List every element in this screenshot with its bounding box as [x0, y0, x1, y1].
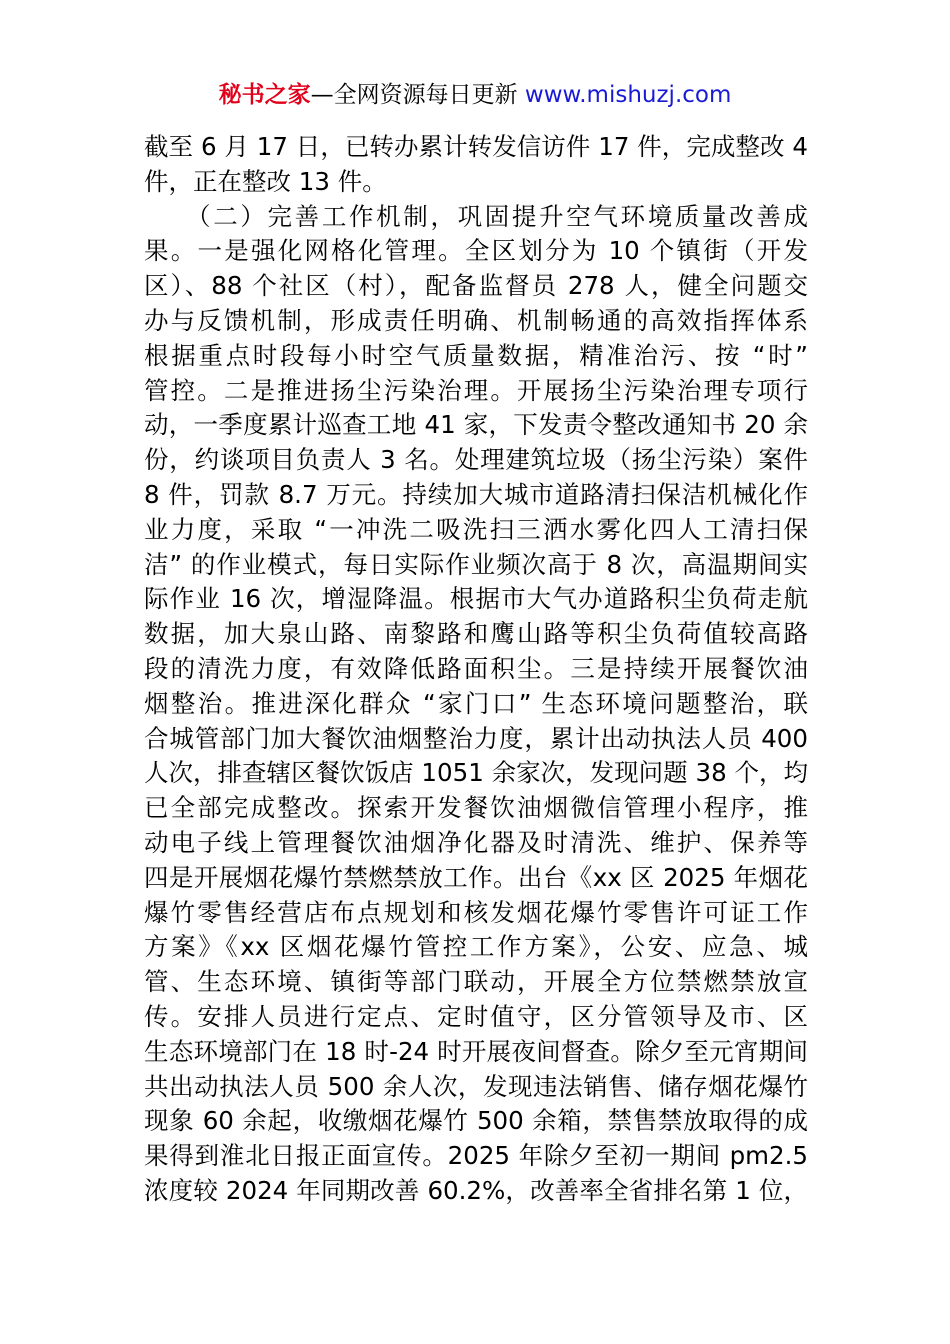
text-line: 件，正在整改 13 件。 [144, 166, 387, 196]
text-line: 传。安排人员进行定点、定时值守，区分管领导及市、区 [144, 1001, 808, 1031]
text-line: 管、生态环境、镇街等部门联动，开展全方位禁燃禁放宣 [144, 967, 808, 997]
text-line: 办与反馈机制，形成责任明确、机制畅通的高效指挥体系 [144, 305, 808, 335]
header-tagline: —全网资源每日更新 [310, 82, 525, 108]
text-line: 动电子线上管理餐饮油烟净化器及时清洗、维护、保养等 [144, 827, 808, 857]
text-line: 数据，加大泉山路、南黎路和鹰山路等积尘负荷值较高路 [144, 619, 808, 649]
text-line: 业力度，采取 “一冲洗二吸洗扫三洒水雾化四人工清扫保 [144, 514, 808, 544]
document-body [144, 130, 808, 1209]
text-line: 生态环境部门在 18 时-24 时开展夜间督查。除夕至元宵期间 [144, 1036, 808, 1066]
site-header [0, 78, 950, 112]
text-line: 现象 60 余起，收缴烟花爆竹 500 余箱，禁售禁放取得的成 [144, 1106, 808, 1136]
site-url-link[interactable]: www.mishuzj.com [524, 82, 732, 108]
text-line: 截至 6 月 17 日，已转办累计转发信访件 17 件，完成整改 4 [144, 132, 808, 161]
text-line: 际作业 16 次，增湿降温。根据市大气办道路积尘负荷走航 [144, 584, 808, 614]
text-line: 爆竹零售经营店布点规划和核发烟花爆竹零售许可证工作 [144, 897, 808, 927]
text-line: 8 件，罚款 8.7 万元。持续加大城市道路清扫保洁机械化作 [144, 479, 808, 509]
text-line: （二）完善工作机制，巩固提升空气环境质量改善成 [144, 201, 808, 231]
text-line: 段的清洗力度，有效降低路面积尘。三是持续开展餐饮油 [144, 653, 808, 683]
text-line: 果。一是强化网格化管理。全区划分为 10 个镇街（开发 [144, 236, 808, 266]
text-line: 人次，排查辖区餐饮饭店 1051 余家次，发现问题 38 个，均 [144, 758, 808, 788]
text-line: 四是开展烟花爆竹禁燃禁放工作。出台《xx 区 2025 年烟花 [144, 862, 808, 892]
text-line: 洁” 的作业模式，每日实际作业频次高于 8 次，高温期间实 [144, 549, 808, 579]
text-line: 管控。二是推进扬尘污染治理。开展扬尘污染治理专项行 [144, 375, 808, 405]
text-line: 根据重点时段每小时空气质量数据，精准治污、按 “时” [144, 340, 808, 370]
text-line: 份，约谈项目负责人 3 名。处理建筑垃圾（扬尘污染）案件 [144, 445, 808, 475]
text-line: 方案》《xx 区烟花爆竹管控工作方案》，公安、应急、城 [144, 932, 808, 962]
text-line: 已全部完成整改。探索开发餐饮油烟微信管理小程序，推 [144, 793, 808, 823]
text-line: 区）、88 个社区（村），配备监督员 278 人，健全问题交 [144, 271, 808, 301]
text-line: 烟整治。推进深化群众 “家门口” 生态环境问题整治，联 [144, 688, 808, 718]
brand-name: 秘书之家 [218, 82, 311, 108]
text-line: 合城管部门加大餐饮油烟整治力度，累计出动执法人员 400 [144, 723, 808, 753]
text-line: 动，一季度累计巡查工地 41 家，下发责令整改通知书 20 余 [144, 410, 808, 440]
text-line: 果得到淮北日报正面宣传。2025 年除夕至初一期间 pm2.5 [144, 1141, 808, 1171]
text-line: 共出动执法人员 500 余人次，发现违法销售、储存烟花爆竹 [144, 1071, 808, 1101]
text-line: 浓度较 2024 年同期改善 60.2%，改善率全省排名第 1 位， [144, 1175, 808, 1205]
